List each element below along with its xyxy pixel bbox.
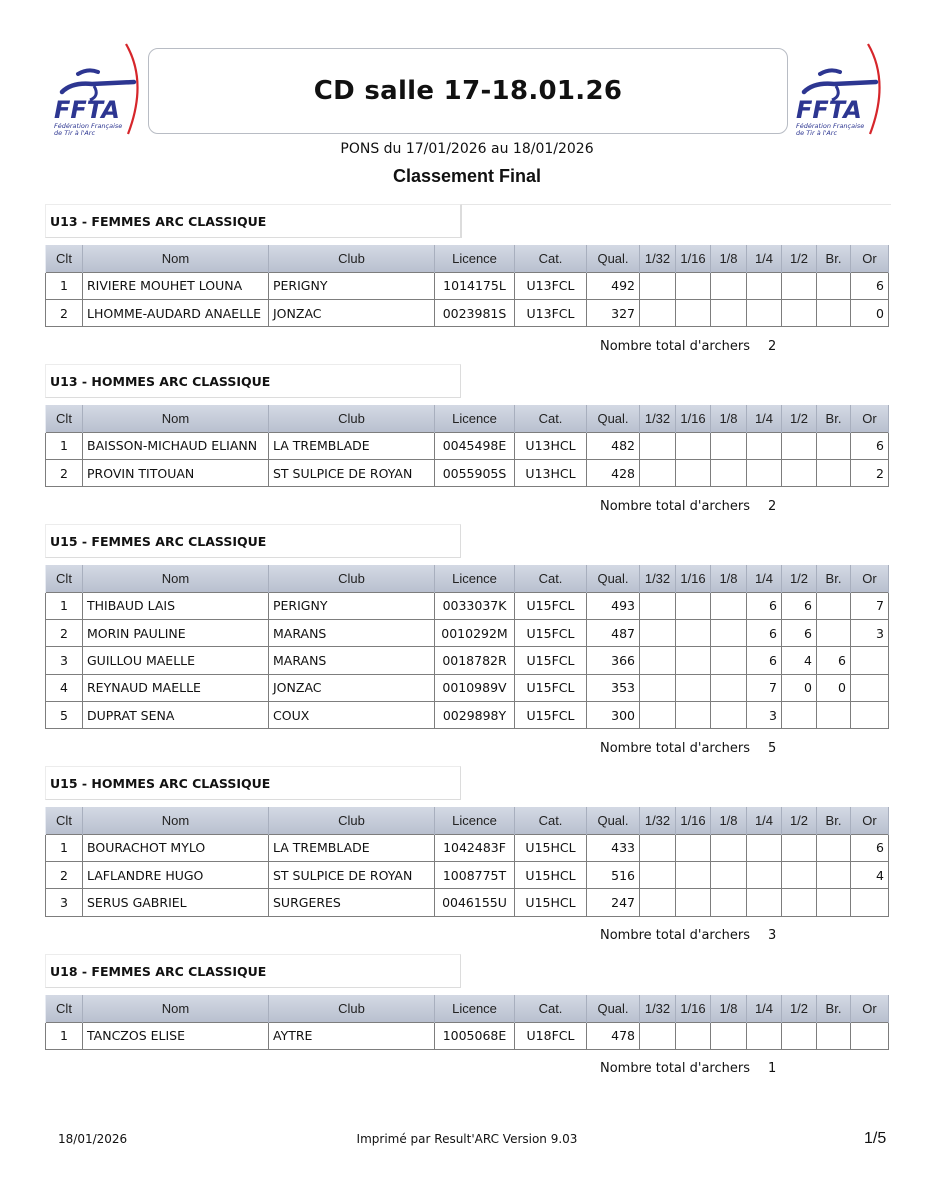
column-header-bronze: Br. xyxy=(817,995,851,1022)
cell-clt: 1 xyxy=(46,1022,83,1049)
table-row xyxy=(46,459,889,486)
total-archers-count: 2 xyxy=(768,498,777,514)
cell-1-16 xyxy=(676,299,711,326)
ranking-heading: Classement Final xyxy=(392,166,542,186)
cell-1-4 xyxy=(747,861,782,888)
column-header-1-4: 1/4 xyxy=(747,245,782,272)
cell-or xyxy=(851,702,889,729)
table-header-row xyxy=(46,807,889,834)
column-header-qual: Qual. xyxy=(587,245,640,272)
cell-licence: 1042483F xyxy=(435,834,515,861)
cell-club: JONZAC xyxy=(269,299,435,326)
table-row xyxy=(46,674,889,701)
cell-bronze xyxy=(817,889,851,916)
column-header-qual: Qual. xyxy=(587,807,640,834)
cell-1-8 xyxy=(711,674,747,701)
total-archers-label: Nombre total d'archers xyxy=(600,928,750,944)
cell-1-4 xyxy=(747,459,782,486)
cell-1-32 xyxy=(640,299,676,326)
cell-1-8 xyxy=(711,432,747,459)
column-header-1-32: 1/32 xyxy=(640,807,676,834)
cell-1-8 xyxy=(711,702,747,729)
column-header-1-16: 1/16 xyxy=(676,405,711,432)
cell-1-2: 4 xyxy=(782,647,817,674)
column-header-nom: Nom xyxy=(83,807,269,834)
total-archers-count: 3 xyxy=(768,928,777,944)
ffta-logo-icon xyxy=(790,42,886,142)
column-header-1-32: 1/32 xyxy=(640,245,676,272)
category-title: U13 - HOMMES ARC CLASSIQUE xyxy=(45,364,461,398)
column-header-club: Club xyxy=(269,807,435,834)
svg-text:Fédération Française: Fédération Française xyxy=(54,122,123,130)
cell-1-4 xyxy=(747,299,782,326)
cell-1-32 xyxy=(640,702,676,729)
cell-clt: 2 xyxy=(46,299,83,326)
cell-club: PERIGNY xyxy=(269,272,435,299)
cell-clt: 1 xyxy=(46,272,83,299)
cell-bronze xyxy=(817,1022,851,1049)
column-header-or: Or xyxy=(851,565,889,592)
cell-or xyxy=(851,1022,889,1049)
cell-1-2 xyxy=(782,861,817,888)
column-header-licence: Licence xyxy=(435,807,515,834)
cell-or xyxy=(851,647,889,674)
category-title: U13 - FEMMES ARC CLASSIQUE xyxy=(45,204,461,238)
cell-cat: U15HCL xyxy=(515,889,587,916)
column-header-1-8: 1/8 xyxy=(711,807,747,834)
cell-clt: 3 xyxy=(46,647,83,674)
cell-1-32 xyxy=(640,619,676,646)
cell-1-8 xyxy=(711,1022,747,1049)
cell-nom: GUILLOU MAELLE xyxy=(83,647,269,674)
svg-text:FFTA: FFTA xyxy=(796,96,862,124)
cell-nom: MORIN PAULINE xyxy=(83,619,269,646)
cell-nom: PROVIN TITOUAN xyxy=(83,459,269,486)
total-archers-label: Nombre total d'archers xyxy=(600,741,750,756)
cell-qual: 433 xyxy=(587,834,640,861)
cell-bronze xyxy=(817,861,851,888)
cell-1-8 xyxy=(711,647,747,674)
cell-1-2 xyxy=(782,889,817,916)
table-row xyxy=(46,619,889,646)
cell-bronze xyxy=(817,299,851,326)
cell-1-2: 6 xyxy=(782,592,817,619)
cell-1-16 xyxy=(676,459,711,486)
table-row xyxy=(46,889,889,916)
cell-1-16 xyxy=(676,272,711,299)
column-header-nom: Nom xyxy=(83,995,269,1022)
cell-1-32 xyxy=(640,861,676,888)
cell-clt: 2 xyxy=(46,861,83,888)
cell-1-16 xyxy=(676,861,711,888)
svg-text:de Tir à l'Arc: de Tir à l'Arc xyxy=(796,129,838,137)
cell-1-2 xyxy=(782,834,817,861)
cell-1-16 xyxy=(676,619,711,646)
results-table xyxy=(45,807,889,917)
column-header-clt: Clt xyxy=(46,807,83,834)
cell-cat: U13HCL xyxy=(515,459,587,486)
cell-clt: 2 xyxy=(46,459,83,486)
cell-1-2 xyxy=(782,432,817,459)
column-header-bronze: Br. xyxy=(817,565,851,592)
cell-bronze: 6 xyxy=(817,647,851,674)
cell-clt: 1 xyxy=(46,432,83,459)
column-header-1-8: 1/8 xyxy=(711,565,747,592)
cell-licence: 0046155U xyxy=(435,889,515,916)
cell-cat: U15HCL xyxy=(515,834,587,861)
cell-1-8 xyxy=(711,619,747,646)
cell-qual: 247 xyxy=(587,889,640,916)
cell-1-2 xyxy=(782,299,817,326)
column-header-1-8: 1/8 xyxy=(711,405,747,432)
cell-1-32 xyxy=(640,647,676,674)
cell-club: MARANS xyxy=(269,647,435,674)
category-title-extension xyxy=(461,204,891,238)
cell-licence: 1008775T xyxy=(435,861,515,888)
table-row xyxy=(46,592,889,619)
column-header-1-2: 1/2 xyxy=(782,405,817,432)
cell-licence: 1014175L xyxy=(435,272,515,299)
column-header-1-4: 1/4 xyxy=(747,995,782,1022)
cell-or: 2 xyxy=(851,459,889,486)
column-header-1-2: 1/2 xyxy=(782,565,817,592)
column-header-nom: Nom xyxy=(83,245,269,272)
column-header-clt: Clt xyxy=(46,245,83,272)
column-header-clt: Clt xyxy=(46,995,83,1022)
total-archers-label: Nombre total d'archers xyxy=(600,1061,750,1077)
cell-cat: U15FCL xyxy=(515,619,587,646)
column-header-club: Club xyxy=(269,565,435,592)
cell-1-16 xyxy=(676,647,711,674)
cell-club: ST SULPICE DE ROYAN xyxy=(269,459,435,486)
table-row xyxy=(46,702,889,729)
svg-text:FFTA: FFTA xyxy=(54,96,120,124)
column-header-licence: Licence xyxy=(435,995,515,1022)
column-header-cat: Cat. xyxy=(515,995,587,1022)
cell-1-2: 6 xyxy=(782,619,817,646)
column-header-1-16: 1/16 xyxy=(676,245,711,272)
cell-club: ST SULPICE DE ROYAN xyxy=(269,861,435,888)
table-row xyxy=(46,432,889,459)
cell-or: 0 xyxy=(851,299,889,326)
cell-nom: LAFLANDRE HUGO xyxy=(83,861,269,888)
cell-1-4: 6 xyxy=(747,592,782,619)
total-archers-count: 2 xyxy=(768,338,777,354)
cell-1-8 xyxy=(711,834,747,861)
cell-or: 4 xyxy=(851,861,889,888)
cell-1-16 xyxy=(676,674,711,701)
total-archers-count: 1 xyxy=(768,1061,777,1077)
cell-or: 6 xyxy=(851,272,889,299)
cell-clt: 1 xyxy=(46,834,83,861)
column-header-1-4: 1/4 xyxy=(747,807,782,834)
column-header-1-32: 1/32 xyxy=(640,995,676,1022)
svg-text:Fédération Française: Fédération Française xyxy=(796,122,865,130)
cell-cat: U13FCL xyxy=(515,272,587,299)
results-table xyxy=(45,405,889,487)
cell-clt: 5 xyxy=(46,702,83,729)
cell-1-2 xyxy=(782,459,817,486)
cell-licence: 0045498E xyxy=(435,432,515,459)
cell-1-8 xyxy=(711,459,747,486)
cell-club: SURGERES xyxy=(269,889,435,916)
category-title: U15 - FEMMES ARC CLASSIQUE xyxy=(45,524,461,558)
cell-nom: LHOMME-AUDARD ANAELLE xyxy=(83,299,269,326)
column-header-or: Or xyxy=(851,995,889,1022)
ffta-logo-left xyxy=(48,42,144,142)
cell-1-32 xyxy=(640,272,676,299)
cell-cat: U15FCL xyxy=(515,647,587,674)
cell-qual: 353 xyxy=(587,674,640,701)
cell-1-32 xyxy=(640,834,676,861)
cell-licence: 0029898Y xyxy=(435,702,515,729)
column-header-1-16: 1/16 xyxy=(676,995,711,1022)
svg-text:de Tir à l'Arc: de Tir à l'Arc xyxy=(54,129,96,137)
column-header-club: Club xyxy=(269,995,435,1022)
cell-qual: 493 xyxy=(587,592,640,619)
cell-bronze: 0 xyxy=(817,674,851,701)
cell-nom: REYNAUD MAELLE xyxy=(83,674,269,701)
total-archers-label: Nombre total d'archers xyxy=(600,498,750,514)
column-header-1-16: 1/16 xyxy=(676,807,711,834)
cell-1-16 xyxy=(676,432,711,459)
page-title: CD salle 17-18.01.26 xyxy=(313,76,623,106)
table-header-row xyxy=(46,405,889,432)
table-row xyxy=(46,861,889,888)
results-table xyxy=(45,565,889,729)
cell-qual: 482 xyxy=(587,432,640,459)
column-header-qual: Qual. xyxy=(587,405,640,432)
column-header-bronze: Br. xyxy=(817,405,851,432)
cell-club: JONZAC xyxy=(269,674,435,701)
column-header-club: Club xyxy=(269,405,435,432)
cell-1-4 xyxy=(747,889,782,916)
cell-club: LA TREMBLADE xyxy=(269,432,435,459)
cell-nom: BOURACHOT MYLO xyxy=(83,834,269,861)
cell-1-4: 6 xyxy=(747,619,782,646)
cell-1-2 xyxy=(782,702,817,729)
cell-cat: U18FCL xyxy=(515,1022,587,1049)
table-header-row xyxy=(46,565,889,592)
cell-licence: 0018782R xyxy=(435,647,515,674)
column-header-cat: Cat. xyxy=(515,807,587,834)
column-header-1-2: 1/2 xyxy=(782,245,817,272)
cell-1-8 xyxy=(711,889,747,916)
cell-cat: U13FCL xyxy=(515,299,587,326)
cell-club: PERIGNY xyxy=(269,592,435,619)
cell-qual: 366 xyxy=(587,647,640,674)
cell-bronze xyxy=(817,459,851,486)
table-row xyxy=(46,834,889,861)
cell-qual: 327 xyxy=(587,299,640,326)
total-archers-label: Nombre total d'archers xyxy=(600,338,750,354)
cell-1-16 xyxy=(676,834,711,861)
table-header-row xyxy=(46,995,889,1022)
column-header-licence: Licence xyxy=(435,405,515,432)
cell-club: AYTRE xyxy=(269,1022,435,1049)
cell-nom: RIVIERE MOUHET LOUNA xyxy=(83,272,269,299)
cell-cat: U15FCL xyxy=(515,674,587,701)
cell-1-2: 0 xyxy=(782,674,817,701)
table-row xyxy=(46,272,889,299)
table-row xyxy=(46,647,889,674)
column-header-1-32: 1/32 xyxy=(640,565,676,592)
cell-1-8 xyxy=(711,592,747,619)
event-location-dates: PONS du 17/01/2026 au 18/01/2026 xyxy=(340,141,594,157)
cell-qual: 492 xyxy=(587,272,640,299)
cell-1-32 xyxy=(640,1022,676,1049)
column-header-nom: Nom xyxy=(83,565,269,592)
footer-date: 18/01/2026 xyxy=(58,1132,128,1146)
cell-1-16 xyxy=(676,889,711,916)
column-header-bronze: Br. xyxy=(817,245,851,272)
cell-licence: 1005068E xyxy=(435,1022,515,1049)
cell-bronze xyxy=(817,592,851,619)
ffta-logo-right xyxy=(790,42,886,142)
cell-1-16 xyxy=(676,702,711,729)
column-header-1-4: 1/4 xyxy=(747,405,782,432)
results-table xyxy=(45,245,889,327)
cell-or: 3 xyxy=(851,619,889,646)
cell-clt: 3 xyxy=(46,889,83,916)
cell-licence: 0010292M xyxy=(435,619,515,646)
page-number: 1/5 xyxy=(864,1130,887,1147)
cell-qual: 516 xyxy=(587,861,640,888)
cell-or xyxy=(851,889,889,916)
column-header-qual: Qual. xyxy=(587,565,640,592)
title-box xyxy=(148,48,788,134)
cell-1-4: 7 xyxy=(747,674,782,701)
results-table xyxy=(45,995,889,1050)
column-header-qual: Qual. xyxy=(587,995,640,1022)
cell-1-32 xyxy=(640,674,676,701)
cell-qual: 428 xyxy=(587,459,640,486)
cell-nom: SERUS GABRIEL xyxy=(83,889,269,916)
column-header-1-8: 1/8 xyxy=(711,245,747,272)
cell-1-2 xyxy=(782,1022,817,1049)
column-header-licence: Licence xyxy=(435,245,515,272)
total-archers-count: 5 xyxy=(768,741,777,756)
cell-1-8 xyxy=(711,299,747,326)
cell-1-32 xyxy=(640,889,676,916)
cell-1-32 xyxy=(640,459,676,486)
cell-cat: U15HCL xyxy=(515,861,587,888)
column-header-1-2: 1/2 xyxy=(782,995,817,1022)
cell-cat: U13HCL xyxy=(515,432,587,459)
column-header-1-8: 1/8 xyxy=(711,995,747,1022)
ffta-logo-icon xyxy=(48,42,144,142)
column-header-or: Or xyxy=(851,807,889,834)
column-header-clt: Clt xyxy=(46,405,83,432)
column-header-clt: Clt xyxy=(46,565,83,592)
cell-or: 7 xyxy=(851,592,889,619)
table-row xyxy=(46,1022,889,1049)
cell-club: MARANS xyxy=(269,619,435,646)
cell-or: 6 xyxy=(851,432,889,459)
cell-qual: 300 xyxy=(587,702,640,729)
cell-qual: 478 xyxy=(587,1022,640,1049)
column-header-or: Or xyxy=(851,245,889,272)
cell-cat: U15FCL xyxy=(515,592,587,619)
column-header-cat: Cat. xyxy=(515,245,587,272)
cell-or xyxy=(851,674,889,701)
cell-1-8 xyxy=(711,861,747,888)
cell-nom: THIBAUD LAIS xyxy=(83,592,269,619)
cell-licence: 0033037K xyxy=(435,592,515,619)
cell-1-32 xyxy=(640,592,676,619)
cell-bronze xyxy=(817,619,851,646)
column-header-1-32: 1/32 xyxy=(640,405,676,432)
column-header-or: Or xyxy=(851,405,889,432)
cell-clt: 4 xyxy=(46,674,83,701)
cell-club: LA TREMBLADE xyxy=(269,834,435,861)
column-header-nom: Nom xyxy=(83,405,269,432)
cell-1-4 xyxy=(747,1022,782,1049)
cell-1-4 xyxy=(747,834,782,861)
cell-1-16 xyxy=(676,592,711,619)
table-row xyxy=(46,299,889,326)
column-header-cat: Cat. xyxy=(515,405,587,432)
cell-1-4 xyxy=(747,272,782,299)
cell-1-4: 3 xyxy=(747,702,782,729)
column-header-1-16: 1/16 xyxy=(676,565,711,592)
cell-or: 6 xyxy=(851,834,889,861)
cell-cat: U15FCL xyxy=(515,702,587,729)
cell-licence: 0023981S xyxy=(435,299,515,326)
cell-bronze xyxy=(817,702,851,729)
cell-bronze xyxy=(817,272,851,299)
cell-qual: 487 xyxy=(587,619,640,646)
cell-club: COUX xyxy=(269,702,435,729)
cell-bronze xyxy=(817,834,851,861)
cell-1-4 xyxy=(747,432,782,459)
cell-clt: 1 xyxy=(46,592,83,619)
cell-nom: TANCZOS ELISE xyxy=(83,1022,269,1049)
cell-clt: 2 xyxy=(46,619,83,646)
cell-1-4: 6 xyxy=(747,647,782,674)
column-header-1-4: 1/4 xyxy=(747,565,782,592)
cell-bronze xyxy=(817,432,851,459)
column-header-1-2: 1/2 xyxy=(782,807,817,834)
table-header-row xyxy=(46,245,889,272)
column-header-club: Club xyxy=(269,245,435,272)
column-header-licence: Licence xyxy=(435,565,515,592)
cell-licence: 0055905S xyxy=(435,459,515,486)
cell-1-16 xyxy=(676,1022,711,1049)
column-header-cat: Cat. xyxy=(515,565,587,592)
footer-printed-by: Imprimé par Result'ARC Version 9.03 xyxy=(356,1132,578,1146)
cell-1-8 xyxy=(711,272,747,299)
cell-licence: 0010989V xyxy=(435,674,515,701)
column-header-bronze: Br. xyxy=(817,807,851,834)
cell-1-2 xyxy=(782,272,817,299)
cell-nom: BAISSON-MICHAUD ELIANN xyxy=(83,432,269,459)
category-title: U15 - HOMMES ARC CLASSIQUE xyxy=(45,766,461,800)
cell-nom: DUPRAT SENA xyxy=(83,702,269,729)
category-title: U18 - FEMMES ARC CLASSIQUE xyxy=(45,954,461,988)
cell-1-32 xyxy=(640,432,676,459)
